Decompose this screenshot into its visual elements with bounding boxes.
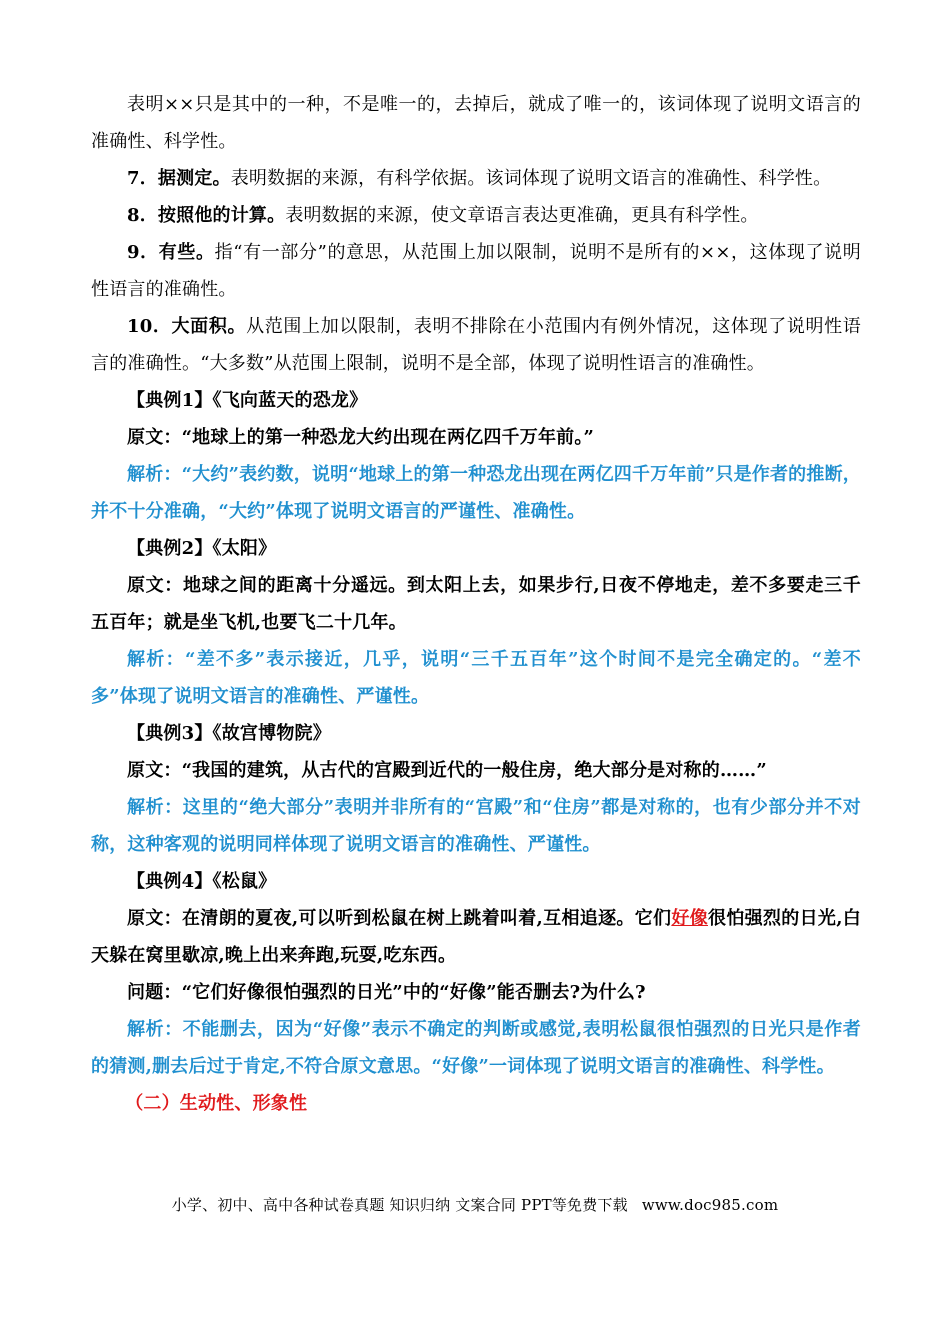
example-1-analysis: 解析：“大约”表约数，说明“地球上的第一种恐龙出现在两亿四千万年前”只是作者的推断，并不十分准确，“大约”体现了说明文语言的严谨性、准确性。	[91, 464, 861, 522]
example-3-original: 原文：“我国的建筑，从古代的宫殿到近代的一般住房，绝大部分是对称的……”	[127, 760, 767, 781]
example-4-analysis: 解析：不能删去，因为“好像”表示不确定的判断或感觉,表明松鼠很怕强烈的日光只是作者的猜测,删去后过于肯定,不符合原文意思。“好像”一词体现了说明文语言的准确性、科学性。	[91, 1019, 861, 1077]
item-9	[91, 234, 861, 308]
item-9-title: 9．有些。	[127, 242, 215, 263]
item-10	[91, 308, 861, 382]
item-10-title: 10．大面积。	[127, 316, 247, 337]
item-8-title: 8．按照他的计算。	[127, 205, 286, 226]
highlighted-word: 好像	[671, 908, 708, 929]
section-heading: （二）生动性、形象性	[125, 1093, 308, 1114]
example-1-title: 【典例1】《飞向蓝天的恐龙》	[127, 390, 368, 411]
document-page	[91, 86, 861, 1122]
example-3-analysis: 解析：这里的“绝大部分”表明并非所有的“宫殿”和“住房”都是对称的，也有少部分并不对称，这种客观的说明同样体现了说明文语言的准确性、严谨性。	[91, 797, 861, 855]
item-8	[91, 197, 861, 234]
item-8-text: 表明数据的来源，使文章语言表达更准确，更具有科学性。	[285, 205, 759, 226]
item-7-text: 表明数据的来源，有科学依据。该词体现了说明文语言的准确性、科学性。	[230, 168, 832, 189]
paragraph-continued: 表明××只是其中的一种，不是唯一的，去掉后，就成了唯一的，该词体现了说明文语言的准确性、科学性。	[91, 94, 861, 152]
example-4-original-part-b: 很怕强烈的日光,白天躲在窝里歇凉,晚上出来奔跑,玩耍,吃东西。	[91, 908, 861, 966]
example-2-analysis: 解析：“差不多”表示接近，几乎，说明“三千五百年”这个时间不是完全确定的。“差不多”体现了说明文语言的准确性、严谨性。	[91, 649, 861, 707]
example-4-original	[91, 900, 861, 974]
item-7-title: 7．据测定。	[127, 168, 231, 189]
example-4-original-part-a: 原文：在清朗的夏夜,可以听到松鼠在树上跳着叫着,互相追逐。它们	[127, 908, 672, 929]
item-7	[91, 160, 861, 197]
footer-site-link[interactable]: www.doc985.com	[641, 1196, 779, 1214]
item-10-text: 从范围上加以限制，表明不排除在小范围内有例外情况，这体现了说明性语言的准确性。“大多数”从范围上限制，说明不是全部，体现了说明性语言的准确性。	[91, 316, 861, 374]
example-1-original: 原文：“地球上的第一种恐龙大约出现在两亿四千万年前。”	[127, 427, 595, 448]
example-4-question: 问题：“它们好像很怕强烈的日光”中的“好像”能否删去?为什么?	[127, 982, 646, 1003]
example-2-original: 原文：地球之间的距离十分遥远。到太阳上去，如果步行,日夜不停地走，差不多要走三千五百年；就是坐飞机,也要飞二十几年。	[91, 575, 861, 633]
page-footer	[0, 1193, 950, 1217]
example-2-title: 【典例2】《太阳》	[127, 538, 277, 559]
example-3-title: 【典例3】《故宫博物院》	[127, 723, 331, 744]
example-4-title: 【典例4】《松鼠》	[127, 871, 277, 892]
item-9-text: 指“有一部分”的意思，从范围上加以限制，说明不是所有的××，这体现了说明性语言的准确性。	[91, 242, 861, 300]
footer-text: 小学、初中、高中各种试卷真题 知识归纳 文案合同 PPT等免费下载	[171, 1196, 628, 1214]
